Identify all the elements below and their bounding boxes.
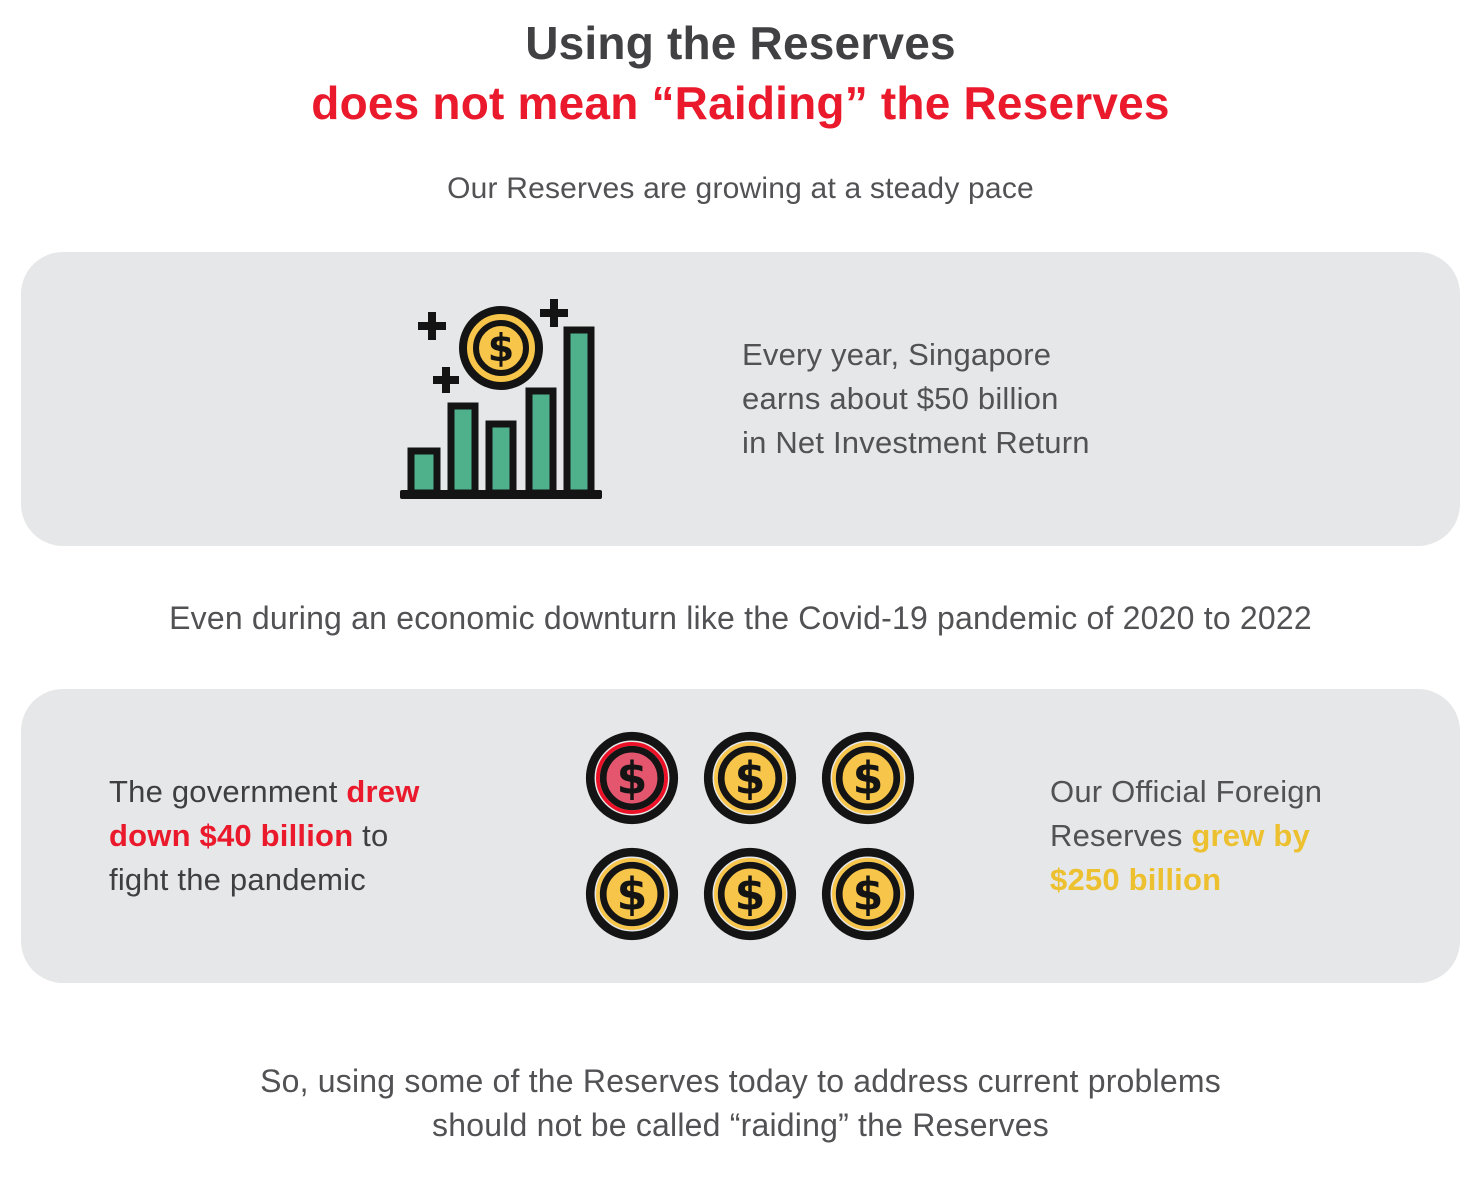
dollar-coin-gold-icon <box>702 846 798 942</box>
header <box>0 0 1481 206</box>
svg-text:$: $ <box>616 868 647 920</box>
card1-line-3: in Net Investment Return <box>742 424 1090 460</box>
dollar-symbol: $ <box>487 325 515 370</box>
dollar-coin-gold-icon <box>584 846 680 942</box>
dollar-coin-gold-icon <box>702 730 798 826</box>
chart-bar <box>567 330 591 493</box>
plus-icon <box>544 303 564 323</box>
card1-line-1: Every year, Singapore <box>742 336 1052 372</box>
chart-bar <box>529 391 553 493</box>
growth-bar-chart-icon <box>399 293 644 505</box>
card1-line-2: earns about $50 billion <box>742 380 1059 416</box>
reserves-growth-amount: grew by $250 billion <box>1050 817 1310 897</box>
chart-bar <box>411 451 437 493</box>
net-investment-return-text <box>742 333 1090 465</box>
reserves-growth-text <box>1050 770 1360 902</box>
footer <box>0 1059 1481 1147</box>
drawdown-text-before: The government <box>109 773 347 809</box>
chart-bar <box>489 424 513 493</box>
chart-baseline <box>400 490 602 499</box>
subtitle: Our Reserves are growing at a steady pace <box>447 171 1034 205</box>
covid-downturn-text: Even during an economic downturn like the Covid-19 pandemic of 2020 to 2022 <box>169 599 1312 636</box>
dollar-coin-gold-icon <box>820 730 916 826</box>
footer-line-2: should not be called “raiding” the Reserves <box>432 1106 1049 1143</box>
plus-icon <box>422 316 442 336</box>
title-line-2: does not mean “Raiding” the Reserves <box>311 76 1170 129</box>
svg-text:$: $ <box>734 868 765 920</box>
footer-line-1: So, using some of the Reserves today to address current problems <box>260 1062 1221 1099</box>
coins-grid <box>584 730 916 942</box>
plus-icon <box>437 371 455 389</box>
net-investment-return-card <box>21 252 1460 546</box>
pandemic-drawdown-card <box>21 689 1460 983</box>
svg-text:$: $ <box>734 752 765 804</box>
title-line-1: Using the Reserves <box>525 17 956 69</box>
reserves-growth-before: Our Official Foreign Reserves <box>1050 773 1323 853</box>
svg-text:$: $ <box>852 752 883 804</box>
drawdown-text-after: to fight the pandemic <box>109 817 389 897</box>
dollar-coin-gold-icon <box>820 846 916 942</box>
svg-text:$: $ <box>852 868 883 920</box>
dollar-coin-red-icon <box>584 730 680 826</box>
svg-text:$: $ <box>616 752 647 804</box>
drawdown-text <box>109 770 449 902</box>
drawdown-amount: drew down $40 billion <box>109 773 420 853</box>
page-title <box>0 14 1481 134</box>
chart-bar <box>451 406 475 493</box>
